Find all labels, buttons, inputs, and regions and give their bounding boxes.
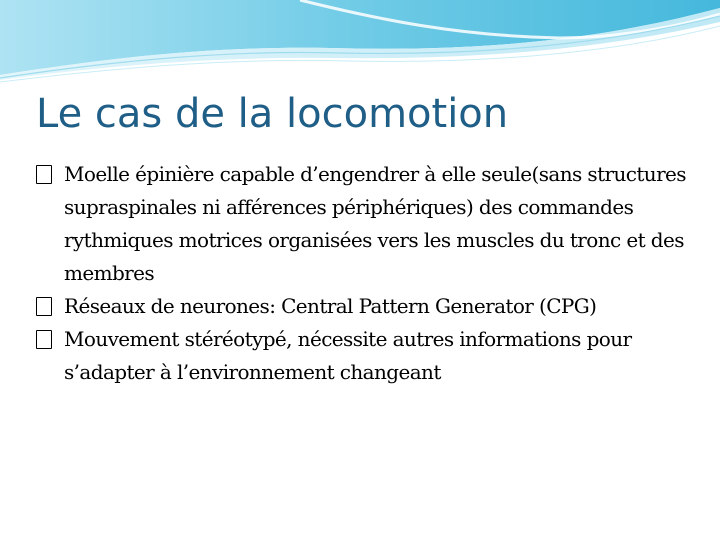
bullet-item bbox=[36, 290, 696, 323]
bullet-text: Moelle épinière capable d’engendrer à elle seule(sans structures supraspinales ni afférences périphériques) des commandes rythmiques motrices organisées vers les muscles du tronc et des membres bbox=[64, 162, 686, 285]
missing-glyph-box-icon bbox=[36, 297, 52, 316]
bullet-item bbox=[36, 323, 696, 389]
slide-title: Le cas de la locomotion bbox=[36, 91, 509, 137]
bullet-text: Mouvement stéréotypé, nécessite autres informations pour s’adapter à l’environnement changeant bbox=[64, 327, 632, 384]
decorative-wave-banner bbox=[0, 0, 720, 90]
missing-glyph-box-icon bbox=[36, 165, 52, 184]
bullet-list bbox=[36, 158, 696, 389]
missing-glyph-box-icon bbox=[36, 330, 52, 349]
bullet-item bbox=[36, 158, 696, 290]
bullet-text: Réseaux de neurones: Central Pattern Generator (CPG) bbox=[64, 294, 597, 318]
